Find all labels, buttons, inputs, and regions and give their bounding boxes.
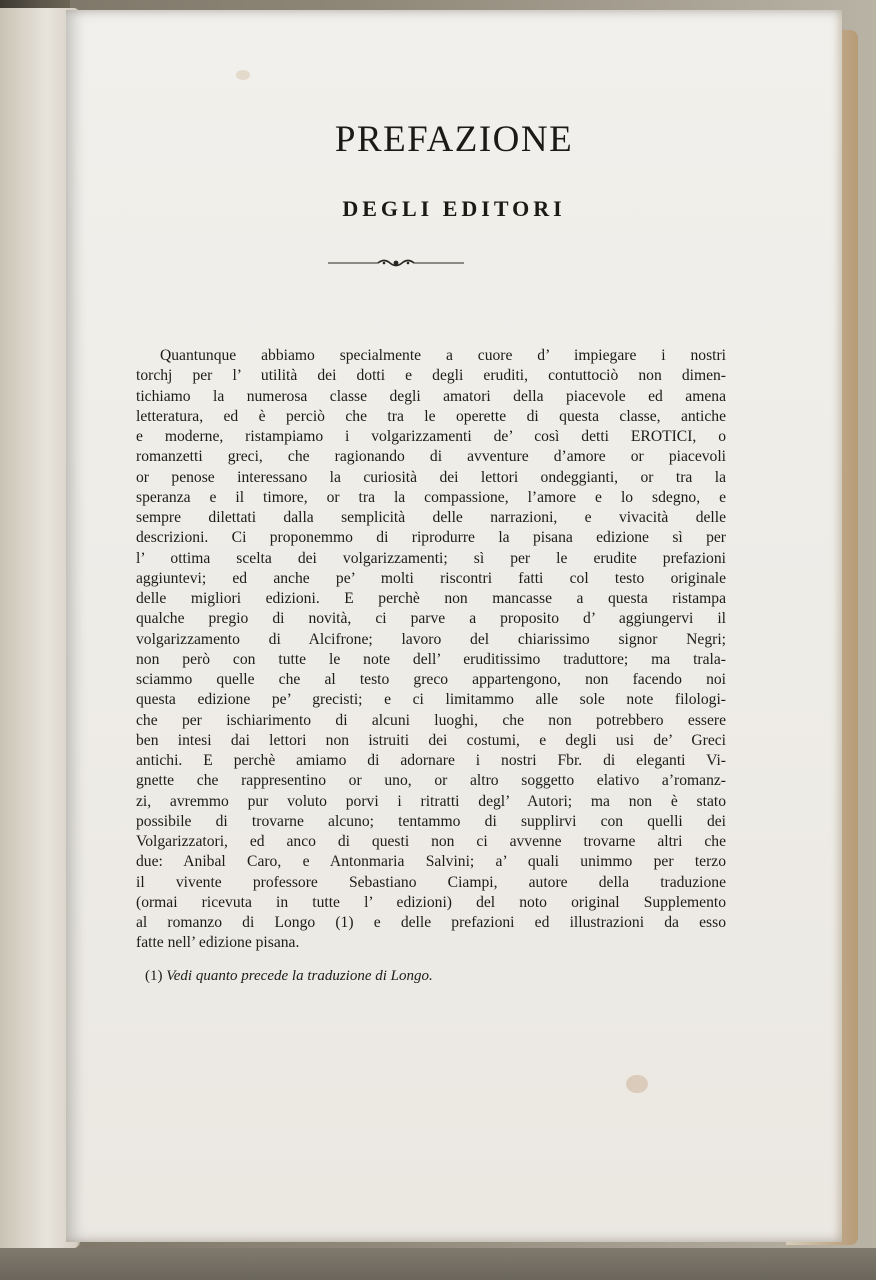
text-line: delle migliori edizioni. E perchè non mancasse a questa ristampa [136,590,726,607]
text-line: romanzetti greci, che ragionando di avventure d’amore or piacevoli [136,448,726,466]
text-line: non però con tutte le note dell’ eruditissimo traduttore; ma trala- [136,650,726,668]
text-line: due: Anibal Caro, e Antonmaria Salvini; a’ quali unimmo per terzo [136,853,726,871]
preface-body [136,346,726,954]
text-line: or penose interessano la curiosità dei lettori ondeggianti, or tra la [136,468,726,486]
text-line: sempre dilettati dalla semplicità delle narrazioni, e vivacità delle [136,509,726,526]
text-line: Volgarizzatori, ed anco di questi non ci avvenne trovarne altri che [136,833,726,850]
text-line: fatte nell’ edizione pisana. [136,934,300,952]
text-line: sciammo quelle che al testo greco appartengono, non facendo noi [136,671,726,688]
footnote [145,968,645,985]
text-line: il vivente professore Sebastiano Ciampi, autore della traduzione [136,873,726,891]
text-line: questa edizione pe’ grecisti; e ci limitammo alle sole note filologi- [136,691,726,709]
text-line: l’ ottima scelta dei volgarizzamenti; sì per le erudite prefazioni [136,549,726,567]
text-line: letteratura, ed è perciò che tra le operette di questa classe, antiche [136,407,726,425]
text-line: Quantunque abbiamo specialmente a cuore d’ impiegare i nostri [160,347,726,364]
text-line: e moderne, ristampiamo i volgarizzamenti de’ così detti EROTICI, o [136,428,726,445]
text-line: aggiuntevi; ed anche pe’ molti riscontri fatti col testo originale [136,569,726,587]
ornament-divider-icon [326,256,466,270]
page-title: PREFAZIONE [334,119,574,160]
foxing-spot [626,1075,648,1093]
text-line: antichi. E perchè amiamo di adornare i nostri Fbr. di eleganti Vi- [136,752,726,769]
table-surface [0,1248,876,1280]
text-line: descrizioni. Ci proponemmo di riprodurre la pisana edizione sì per [136,529,726,547]
footnote-text: Vedi quanto precede la traduzione di Longo. [166,968,433,984]
text-line: tichiamo la numerosa classe degli amatori della piacevole ed amena [136,387,726,405]
footnote-mark: (1) [145,968,163,984]
text-line: ben intesi dai lettori non istruiti dei costumi, e degli usi de’ Greci [136,731,726,749]
text-line: che per ischiarimento di alcuni luoghi, che non potrebbero essere [136,711,726,729]
page-subtitle: DEGLI EDITORI [342,196,566,221]
text-line: al romanzo di Longo (1) e delle prefazioni ed illustrazioni da esso [136,914,726,931]
text-line: speranza e il timore, or tra la compassione, l’amore e lo sdegno, e [136,488,726,506]
foxing-spot [236,70,250,80]
text-line: (ormai ricevuta in tutte l’ edizioni) del noto original Supplemento [136,893,726,911]
text-line: qualche pregio di novità, ci parve a proposito d’ aggiungervi il [136,610,726,628]
text-line: possibile di trovarne alcuno; tentammo di supplirvi con quelli dei [136,812,726,830]
text-line: torchj per l’ utilità dei dotti e degli eruditi, contuttociò non dimen- [136,367,726,385]
text-line: gnette che rappresentino or uno, or altro soggetto elativo a’romanz- [136,772,726,790]
text-line: zi, avremmo pur voluto porvi i ritratti degl’ Autori; ma non è stato [136,792,726,810]
book-page [66,10,842,1242]
text-line: volgarizzamento di Alcifrone; lavoro del chiarissimo signor Negri; [136,630,726,648]
